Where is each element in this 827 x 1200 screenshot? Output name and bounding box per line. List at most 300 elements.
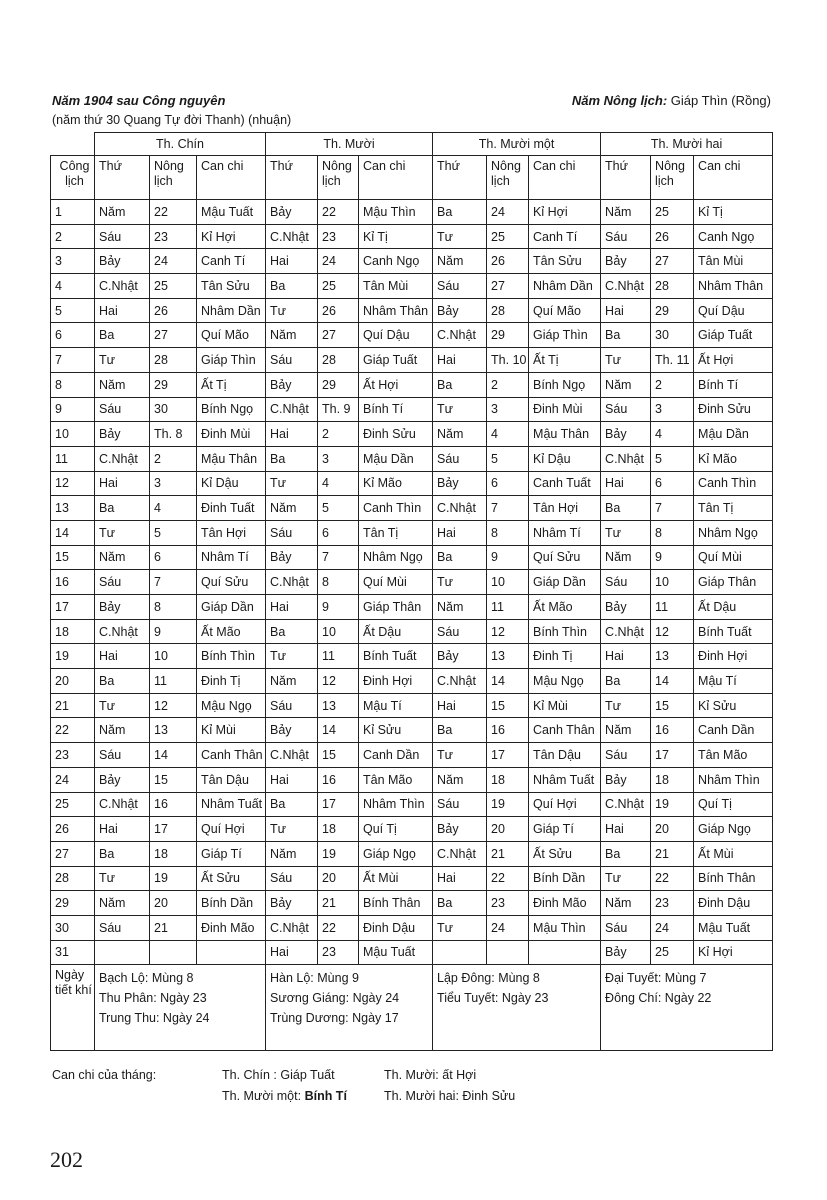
- calendar-table: [50, 132, 773, 1051]
- lunar-day-cell: 9: [487, 545, 529, 570]
- lunar-day-cell: 24: [487, 200, 529, 225]
- lunar-day-cell: 23: [318, 224, 359, 249]
- weekday-cell: Sáu: [266, 866, 318, 891]
- lunar-day-cell: 5: [651, 446, 694, 471]
- can-chi-cell: Mậu Thân: [529, 422, 601, 447]
- table-row: [51, 743, 773, 768]
- lunar-day-cell: 9: [150, 619, 197, 644]
- lunar-day-cell: 3: [150, 471, 197, 496]
- month-11-label: Th. Mười một:: [222, 1089, 302, 1103]
- day-cell: 31: [51, 940, 95, 965]
- can-chi-cell: Canh Thân: [197, 743, 266, 768]
- weekday-cell: Bảy: [433, 644, 487, 669]
- can-chi-cell: Nhâm Tuất: [197, 792, 266, 817]
- can-chi-cell: Tân Mùi: [694, 249, 773, 274]
- day-cell: 27: [51, 841, 95, 866]
- year-subtitle: (năm thứ 30 Quang Tự đời Thanh) (nhuận): [52, 113, 292, 127]
- lunar-day-cell: 19: [487, 792, 529, 817]
- weekday-cell: Năm: [433, 249, 487, 274]
- can-chi-cell: Kỉ Dậu: [197, 471, 266, 496]
- can-chi-cell: Ất Mão: [197, 619, 266, 644]
- lunar-day-cell: 25: [651, 200, 694, 225]
- lunar-day-cell: 29: [150, 372, 197, 397]
- can-chi-cell: Nhâm Thìn: [359, 792, 433, 817]
- weekday-cell: Năm: [601, 545, 651, 570]
- lunar-day-cell: 13: [150, 718, 197, 743]
- weekday-cell: Bảy: [266, 891, 318, 916]
- tiet-khi-item: Trung Thu: Ngày 24: [99, 1011, 210, 1026]
- can-chi-cell: Mậu Tuất: [197, 200, 266, 225]
- tiet-khi-item: Sương Giáng: Ngày 24: [270, 991, 400, 1006]
- lunar-day-cell: 27: [487, 274, 529, 299]
- can-chi-cell: Quí Sửu: [197, 570, 266, 595]
- tiet-khi-item: Lập Đông: Mùng 8: [437, 971, 540, 986]
- lunar-day-cell: 16: [651, 718, 694, 743]
- lunar-day-cell: 19: [318, 841, 359, 866]
- col-header-can-chi: Can chi: [359, 156, 433, 200]
- can-chi-cell: Đinh Tuất: [197, 496, 266, 521]
- weekday-cell: Năm: [433, 767, 487, 792]
- col-header-nong-lich: Nông lịch: [150, 156, 197, 200]
- weekday-cell: C.Nhật: [601, 274, 651, 299]
- lunar-day-cell: 6: [487, 471, 529, 496]
- weekday-cell: C.Nhật: [601, 792, 651, 817]
- lunar-day-cell: 24: [651, 915, 694, 940]
- lunar-year-label: Năm Nông lịch:: [571, 93, 668, 108]
- lunar-year: [572, 93, 771, 108]
- lunar-day-cell: 26: [651, 224, 694, 249]
- weekday-cell: Tư: [95, 693, 150, 718]
- day-cell: 9: [51, 397, 95, 422]
- can-chi-cell: Đinh Tị: [529, 644, 601, 669]
- day-cell: 10: [51, 422, 95, 447]
- weekday-cell: Bảy: [266, 200, 318, 225]
- can-chi-cell: Kỉ Mùi: [197, 718, 266, 743]
- table-row: [51, 471, 773, 496]
- can-chi-cell: Mậu Thân: [197, 446, 266, 471]
- can-chi-cell: Đinh Hợi: [694, 644, 773, 669]
- weekday-cell: Bảy: [433, 471, 487, 496]
- lunar-day-cell: 22: [150, 200, 197, 225]
- lunar-day-cell: Th. 9: [318, 397, 359, 422]
- weekday-cell: Sáu: [601, 224, 651, 249]
- lunar-day-cell: 20: [318, 866, 359, 891]
- lunar-day-cell: 13: [487, 644, 529, 669]
- can-chi-cell: Giáp Ngọ: [359, 841, 433, 866]
- lunar-day-cell: 16: [318, 767, 359, 792]
- lunar-day-cell: 24: [150, 249, 197, 274]
- can-chi-cell: Giáp Dần: [529, 570, 601, 595]
- can-chi-cell: Giáp Tí: [197, 841, 266, 866]
- tiet-khi-item: Thu Phân: Ngày 23: [99, 991, 207, 1006]
- can-chi-cell: Ất Tị: [529, 348, 601, 373]
- weekday-cell: Bảy: [95, 595, 150, 620]
- can-chi-cell: Tân Mão: [694, 743, 773, 768]
- can-chi-cell: Canh Tí: [529, 224, 601, 249]
- can-chi-cell: Nhâm Tuất: [529, 767, 601, 792]
- lunar-day-cell: 15: [150, 767, 197, 792]
- lunar-day-cell: 15: [651, 693, 694, 718]
- weekday-cell: Bảy: [266, 545, 318, 570]
- table-row: [51, 372, 773, 397]
- weekday-cell: Sáu: [433, 446, 487, 471]
- lunar-day-cell: 23: [487, 891, 529, 916]
- can-chi-cell: Nhâm Tí: [529, 520, 601, 545]
- day-cell: 24: [51, 767, 95, 792]
- can-chi-cell: Quí Hợi: [197, 817, 266, 842]
- weekday-cell: Hai: [601, 471, 651, 496]
- lunar-day-cell: 26: [150, 298, 197, 323]
- table-row: [51, 866, 773, 891]
- lunar-day-cell: 11: [487, 595, 529, 620]
- tiet-khi-label: Ngày tiết khí: [51, 965, 95, 1051]
- can-chi-cell: Đinh Tị: [197, 669, 266, 694]
- can-chi-cell: Bính Tuất: [359, 644, 433, 669]
- lunar-day-cell: 5: [150, 520, 197, 545]
- month-9-label: Th. Chín :: [222, 1068, 277, 1082]
- can-chi-cell: Bính Thân: [694, 866, 773, 891]
- col-header-thu: Thứ: [95, 156, 150, 200]
- weekday-cell: C.Nhật: [95, 619, 150, 644]
- can-chi-cell: [529, 940, 601, 965]
- col-header-thu: Thứ: [433, 156, 487, 200]
- lunar-day-cell: 7: [318, 545, 359, 570]
- can-chi-cell: Bính Thìn: [197, 644, 266, 669]
- weekday-cell: Năm: [95, 891, 150, 916]
- weekday-cell: C.Nhật: [266, 224, 318, 249]
- lunar-day-cell: 15: [318, 743, 359, 768]
- can-chi-cell: Tân Hợi: [197, 520, 266, 545]
- can-chi-cell: Bính Tuất: [694, 619, 773, 644]
- lunar-day-cell: 25: [651, 940, 694, 965]
- weekday-cell: C.Nhật: [601, 446, 651, 471]
- table-row: [51, 224, 773, 249]
- can-chi-cell: Ất Mùi: [694, 841, 773, 866]
- lunar-day-cell: 17: [150, 817, 197, 842]
- weekday-cell: Năm: [266, 496, 318, 521]
- lunar-day-cell: 29: [651, 298, 694, 323]
- lunar-day-cell: 18: [150, 841, 197, 866]
- lunar-day-cell: 6: [318, 520, 359, 545]
- can-chi-cell: Bính Thìn: [529, 619, 601, 644]
- weekday-cell: Sáu: [95, 743, 150, 768]
- month-header-row: [51, 133, 773, 156]
- tiet-khi-cell: [433, 965, 601, 1051]
- weekday-cell: Bảy: [266, 718, 318, 743]
- can-chi-cell: Ất Tị: [197, 372, 266, 397]
- weekday-cell: Sáu: [95, 915, 150, 940]
- table-row: [51, 693, 773, 718]
- can-chi-cell: Tân Dậu: [529, 743, 601, 768]
- day-cell: 7: [51, 348, 95, 373]
- weekday-cell: Tư: [601, 866, 651, 891]
- can-chi-cell: Giáp Thân: [694, 570, 773, 595]
- table-row: [51, 595, 773, 620]
- weekday-cell: Hai: [433, 520, 487, 545]
- can-chi-cell: Quí Mùi: [694, 545, 773, 570]
- weekday-cell: Ba: [601, 496, 651, 521]
- lunar-day-cell: 2: [651, 372, 694, 397]
- can-chi-cell: Canh Thìn: [694, 471, 773, 496]
- col-header-can-chi: Can chi: [529, 156, 601, 200]
- table-row: [51, 817, 773, 842]
- col-header-nong-lich: Nông lịch: [487, 156, 529, 200]
- day-cell: 3: [51, 249, 95, 274]
- can-chi-cell: Quí Dậu: [694, 298, 773, 323]
- can-chi-cell: [197, 940, 266, 965]
- weekday-cell: Tư: [266, 644, 318, 669]
- tiet-khi-item: Hàn Lộ: Mùng 9: [270, 971, 359, 986]
- day-cell: 23: [51, 743, 95, 768]
- day-cell: 29: [51, 891, 95, 916]
- can-chi-cell: Ất Sửu: [529, 841, 601, 866]
- weekday-cell: Bảy: [601, 249, 651, 274]
- col-header-can-chi: Can chi: [694, 156, 773, 200]
- weekday-cell: Tư: [95, 520, 150, 545]
- col-header-can-chi: Can chi: [197, 156, 266, 200]
- weekday-cell: Hai: [601, 298, 651, 323]
- can-chi-cell: Mậu Ngọ: [197, 693, 266, 718]
- weekday-cell: Ba: [601, 841, 651, 866]
- lunar-day-cell: 3: [487, 397, 529, 422]
- day-cell: 17: [51, 595, 95, 620]
- col-header-thu: Thứ: [266, 156, 318, 200]
- can-chi-cell: Canh Dần: [694, 718, 773, 743]
- weekday-cell: Năm: [433, 595, 487, 620]
- can-chi-cell: Đinh Dậu: [359, 915, 433, 940]
- table-row: [51, 200, 773, 225]
- month-header: Th. Mười hai: [601, 133, 773, 156]
- lunar-day-cell: 11: [318, 644, 359, 669]
- lunar-day-cell: 5: [318, 496, 359, 521]
- weekday-cell: C.Nhật: [266, 743, 318, 768]
- month-10-value: ất Hợi: [442, 1068, 477, 1082]
- lunar-day-cell: 23: [150, 224, 197, 249]
- table-row: [51, 767, 773, 792]
- lunar-day-cell: 17: [651, 743, 694, 768]
- lunar-day-cell: [487, 940, 529, 965]
- can-chi-cell: Kỉ Sửu: [694, 693, 773, 718]
- weekday-cell: C.Nhật: [601, 619, 651, 644]
- lunar-day-cell: 17: [487, 743, 529, 768]
- can-chi-cell: Kỉ Mùi: [529, 693, 601, 718]
- lunar-day-cell: 2: [318, 422, 359, 447]
- weekday-cell: Tư: [433, 224, 487, 249]
- weekday-cell: Tư: [95, 866, 150, 891]
- weekday-cell: C.Nhật: [433, 496, 487, 521]
- table-row: [51, 915, 773, 940]
- lunar-day-cell: 16: [487, 718, 529, 743]
- can-chi-cell: Tân Mão: [359, 767, 433, 792]
- lunar-day-cell: 21: [150, 915, 197, 940]
- weekday-cell: Hai: [266, 595, 318, 620]
- weekday-cell: Ba: [95, 669, 150, 694]
- weekday-cell: Ba: [95, 323, 150, 348]
- lunar-day-cell: 5: [487, 446, 529, 471]
- can-chi-cell: Nhâm Ngọ: [694, 520, 773, 545]
- can-chi-cell: Kỉ Tị: [694, 200, 773, 225]
- can-chi-cell: Kỉ Sửu: [359, 718, 433, 743]
- table-row: [51, 274, 773, 299]
- can-chi-cell: Giáp Thìn: [197, 348, 266, 373]
- can-chi-cell: Canh Ngọ: [359, 249, 433, 274]
- can-chi-cell: Nhâm Ngọ: [359, 545, 433, 570]
- can-chi-cell: Giáp Tí: [529, 817, 601, 842]
- lunar-day-cell: 14: [487, 669, 529, 694]
- month-header: Th. Chín: [95, 133, 266, 156]
- can-chi-cell: Mậu Thìn: [529, 915, 601, 940]
- weekday-cell: Ba: [433, 372, 487, 397]
- lunar-day-cell: 25: [150, 274, 197, 299]
- table-row: [51, 422, 773, 447]
- month-header: Th. Mười một: [433, 133, 601, 156]
- weekday-cell: Ba: [266, 446, 318, 471]
- table-row: [51, 619, 773, 644]
- can-chi-cell: Kỉ Hợi: [197, 224, 266, 249]
- weekday-cell: Bảy: [601, 595, 651, 620]
- can-chi-cell: Tân Tị: [359, 520, 433, 545]
- day-cell: 20: [51, 669, 95, 694]
- can-chi-cell: Đinh Dậu: [694, 891, 773, 916]
- lunar-day-cell: 24: [318, 249, 359, 274]
- day-cell: 28: [51, 866, 95, 891]
- lunar-day-cell: 27: [318, 323, 359, 348]
- can-chi-cell: Giáp Thìn: [529, 323, 601, 348]
- weekday-cell: Tư: [433, 915, 487, 940]
- tiet-khi-cell: [601, 965, 773, 1051]
- weekday-cell: Bảy: [601, 422, 651, 447]
- page-number: 202: [50, 1147, 83, 1172]
- weekday-cell: Tư: [266, 298, 318, 323]
- weekday-cell: Sáu: [433, 792, 487, 817]
- weekday-cell: Tư: [266, 471, 318, 496]
- can-chi-cell: Ất Sửu: [197, 866, 266, 891]
- weekday-cell: Ba: [601, 669, 651, 694]
- can-chi-cell: Quí Tị: [359, 817, 433, 842]
- can-chi-cell: Quí Dậu: [359, 323, 433, 348]
- can-chi-cell: Quí Hợi: [529, 792, 601, 817]
- lunar-day-cell: 11: [150, 669, 197, 694]
- day-cell: 4: [51, 274, 95, 299]
- can-chi-cell: Canh Tí: [197, 249, 266, 274]
- lunar-day-cell: 8: [487, 520, 529, 545]
- can-chi-cell: Quí Mão: [197, 323, 266, 348]
- lunar-day-cell: 28: [150, 348, 197, 373]
- table-row: [51, 792, 773, 817]
- weekday-cell: Ba: [266, 792, 318, 817]
- can-chi-cell: Canh Ngọ: [694, 224, 773, 249]
- weekday-cell: Hai: [601, 644, 651, 669]
- lunar-day-cell: 22: [318, 915, 359, 940]
- lunar-day-cell: 12: [318, 669, 359, 694]
- lunar-day-cell: 18: [487, 767, 529, 792]
- can-chi-cell: Giáp Tuất: [694, 323, 773, 348]
- day-cell: 14: [51, 520, 95, 545]
- weekday-cell: [433, 940, 487, 965]
- weekday-cell: Hai: [266, 940, 318, 965]
- day-cell: 13: [51, 496, 95, 521]
- lunar-day-cell: 29: [318, 372, 359, 397]
- can-chi-cell: Canh Dần: [359, 743, 433, 768]
- weekday-cell: Hai: [601, 817, 651, 842]
- day-cell: 19: [51, 644, 95, 669]
- can-chi-cell: Đinh Hợi: [359, 669, 433, 694]
- can-chi-cell: Mậu Tí: [694, 669, 773, 694]
- table-row: [51, 397, 773, 422]
- table-row: [51, 323, 773, 348]
- can-chi-cell: Giáp Dần: [197, 595, 266, 620]
- weekday-cell: Năm: [95, 200, 150, 225]
- weekday-cell: Hai: [266, 422, 318, 447]
- lunar-day-cell: 14: [150, 743, 197, 768]
- lunar-day-cell: 30: [150, 397, 197, 422]
- lunar-day-cell: 8: [651, 520, 694, 545]
- table-row: [51, 520, 773, 545]
- day-cell: 11: [51, 446, 95, 471]
- can-chi-cell: Tân Mùi: [359, 274, 433, 299]
- weekday-cell: Bảy: [95, 767, 150, 792]
- lunar-day-cell: 21: [487, 841, 529, 866]
- can-chi-cell: Mậu Tuất: [359, 940, 433, 965]
- can-chi-cell: Ất Dậu: [359, 619, 433, 644]
- lunar-day-cell: 12: [487, 619, 529, 644]
- weekday-cell: Tư: [433, 397, 487, 422]
- lunar-day-cell: 26: [487, 249, 529, 274]
- can-chi-cell: Quí Tị: [694, 792, 773, 817]
- lunar-day-cell: 23: [318, 940, 359, 965]
- weekday-cell: Năm: [433, 422, 487, 447]
- weekday-cell: Bảy: [601, 940, 651, 965]
- weekday-cell: C.Nhật: [266, 397, 318, 422]
- table-row: [51, 446, 773, 471]
- weekday-cell: Năm: [266, 323, 318, 348]
- year-title: Năm 1904 sau Công nguyên: [52, 93, 226, 108]
- weekday-cell: C.Nhật: [433, 669, 487, 694]
- weekday-cell: Sáu: [601, 397, 651, 422]
- weekday-cell: Năm: [266, 669, 318, 694]
- weekday-cell: Năm: [266, 841, 318, 866]
- can-chi-cell: Ất Hợi: [694, 348, 773, 373]
- lunar-day-cell: 27: [651, 249, 694, 274]
- weekday-cell: Tư: [601, 348, 651, 373]
- lunar-day-cell: 16: [150, 792, 197, 817]
- lunar-day-cell: 21: [651, 841, 694, 866]
- weekday-cell: Tư: [601, 520, 651, 545]
- lunar-day-cell: 12: [150, 693, 197, 718]
- can-chi-cell: Đinh Sửu: [694, 397, 773, 422]
- can-chi-cell: Đinh Mão: [529, 891, 601, 916]
- weekday-cell: C.Nhật: [95, 792, 150, 817]
- lunar-day-cell: 9: [318, 595, 359, 620]
- lunar-day-cell: 4: [318, 471, 359, 496]
- weekday-cell: Tư: [601, 693, 651, 718]
- weekday-cell: Ba: [266, 619, 318, 644]
- tiet-khi-item: Đại Tuyết: Mùng 7: [605, 971, 707, 986]
- weekday-cell: Tư: [95, 348, 150, 373]
- lunar-day-cell: 6: [651, 471, 694, 496]
- lunar-day-cell: 4: [651, 422, 694, 447]
- lunar-day-cell: 13: [651, 644, 694, 669]
- weekday-cell: [95, 940, 150, 965]
- lunar-day-cell: 15: [487, 693, 529, 718]
- corner-cell: [51, 133, 95, 156]
- weekday-cell: Ba: [266, 274, 318, 299]
- can-chi-cell: Ất Hợi: [359, 372, 433, 397]
- weekday-cell: Tư: [433, 570, 487, 595]
- lunar-day-cell: 14: [318, 718, 359, 743]
- weekday-cell: Sáu: [601, 570, 651, 595]
- lunar-day-cell: 6: [150, 545, 197, 570]
